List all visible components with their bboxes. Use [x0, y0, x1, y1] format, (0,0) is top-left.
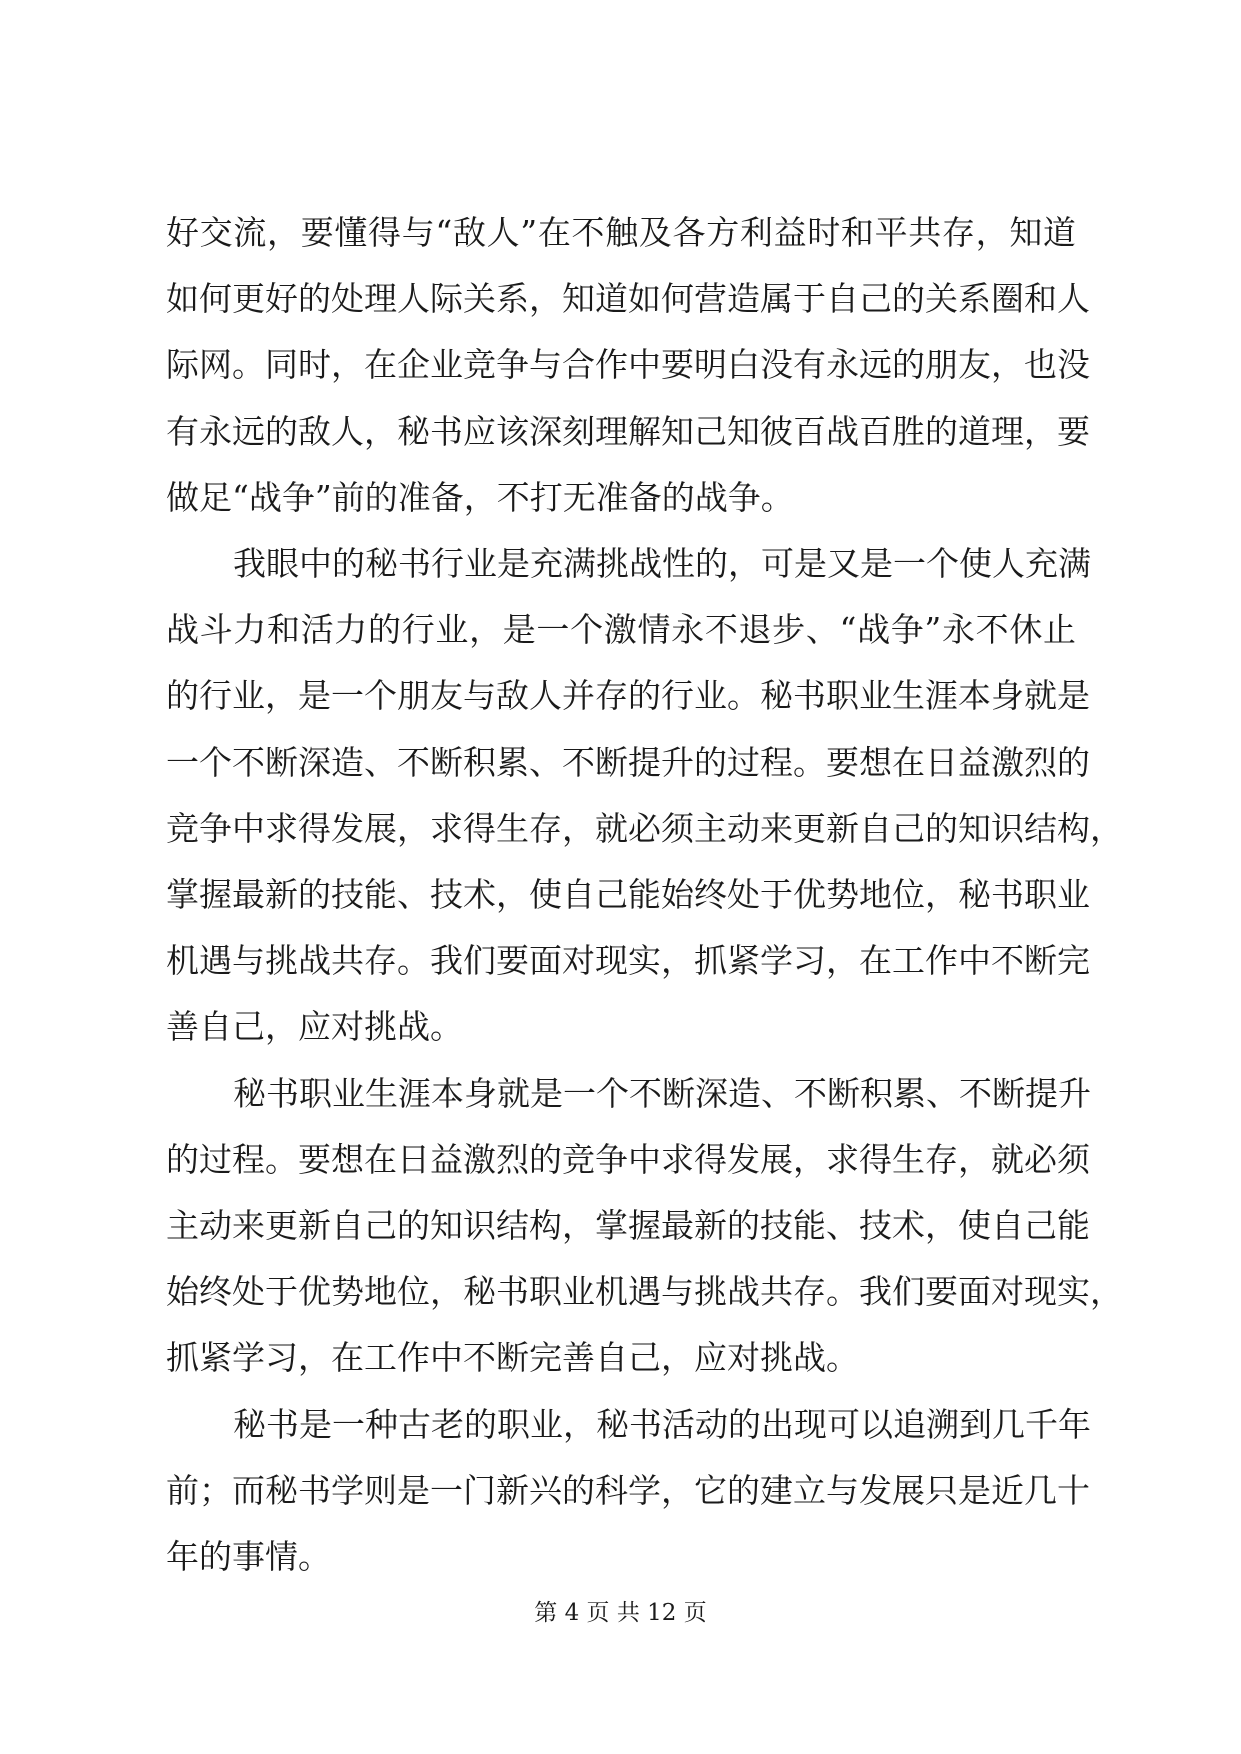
paragraph-line: 竞争中求得发展，求得生存，就必须主动来更新自己的知识结构，	[166, 809, 1123, 848]
paragraph-line: 始终处于优势地位，秘书职业机遇与挑战共存。我们要面对现实，	[166, 1272, 1123, 1311]
paragraph-line: 前；而秘书学则是一门新兴的科学，它的建立与发展只是近几十	[166, 1471, 1090, 1510]
paragraph-line: 年的事情。	[166, 1537, 331, 1576]
paragraph-line: 一个不断深造、不断积累、不断提升的过程。要想在日益激烈的	[166, 743, 1090, 782]
paragraph-line: 际网。同时，在企业竞争与合作中要明白没有永远的朋友，也没	[166, 345, 1090, 384]
paragraph-line: 掌握最新的技能、技术，使自己能始终处于优势地位，秘书职业	[166, 875, 1090, 914]
paragraph-line: 主动来更新自己的知识结构，掌握最新的技能、技术，使自己能	[166, 1206, 1090, 1245]
paragraph-line: 做足“战争”前的准备，不打无准备的战争。	[166, 478, 794, 517]
paragraph-line: 的过程。要想在日益激烈的竞争中求得发展，求得生存，就必须	[166, 1140, 1090, 1179]
paragraph-first-line: 我眼中的秘书行业是充满挑战性的，可是又是一个使人充满	[233, 544, 1091, 583]
paragraph-line: 的行业，是一个朋友与敌人并存的行业。秘书职业生涯本身就是	[166, 676, 1090, 715]
paragraph-line: 抓紧学习，在工作中不断完善自己，应对挑战。	[166, 1338, 859, 1377]
paragraph-line: 机遇与挑战共存。我们要面对现实，抓紧学习，在工作中不断完	[166, 941, 1090, 980]
paragraph-first-line: 秘书职业生涯本身就是一个不断深造、不断积累、不断提升	[233, 1074, 1091, 1113]
paragraph-line: 有永远的敌人，秘书应该深刻理解知己知彼百战百胜的道理，要	[166, 412, 1090, 451]
paragraph-line: 好交流，要懂得与“敌人”在不触及各方利益时和平共存，知道	[166, 213, 1076, 252]
paragraph-line: 如何更好的处理人际关系，知道如何营造属于自己的关系圈和人	[166, 279, 1090, 318]
paragraph-line: 善自己，应对挑战。	[166, 1007, 463, 1046]
paragraph-line: 战斗力和活力的行业，是一个激情永不退步、“战争”永不休止	[166, 610, 1076, 649]
paragraph-first-line: 秘书是一种古老的职业，秘书活动的出现可以追溯到几千年	[233, 1405, 1091, 1444]
page-footer: 第 4 页 共 12 页	[534, 1600, 707, 1626]
